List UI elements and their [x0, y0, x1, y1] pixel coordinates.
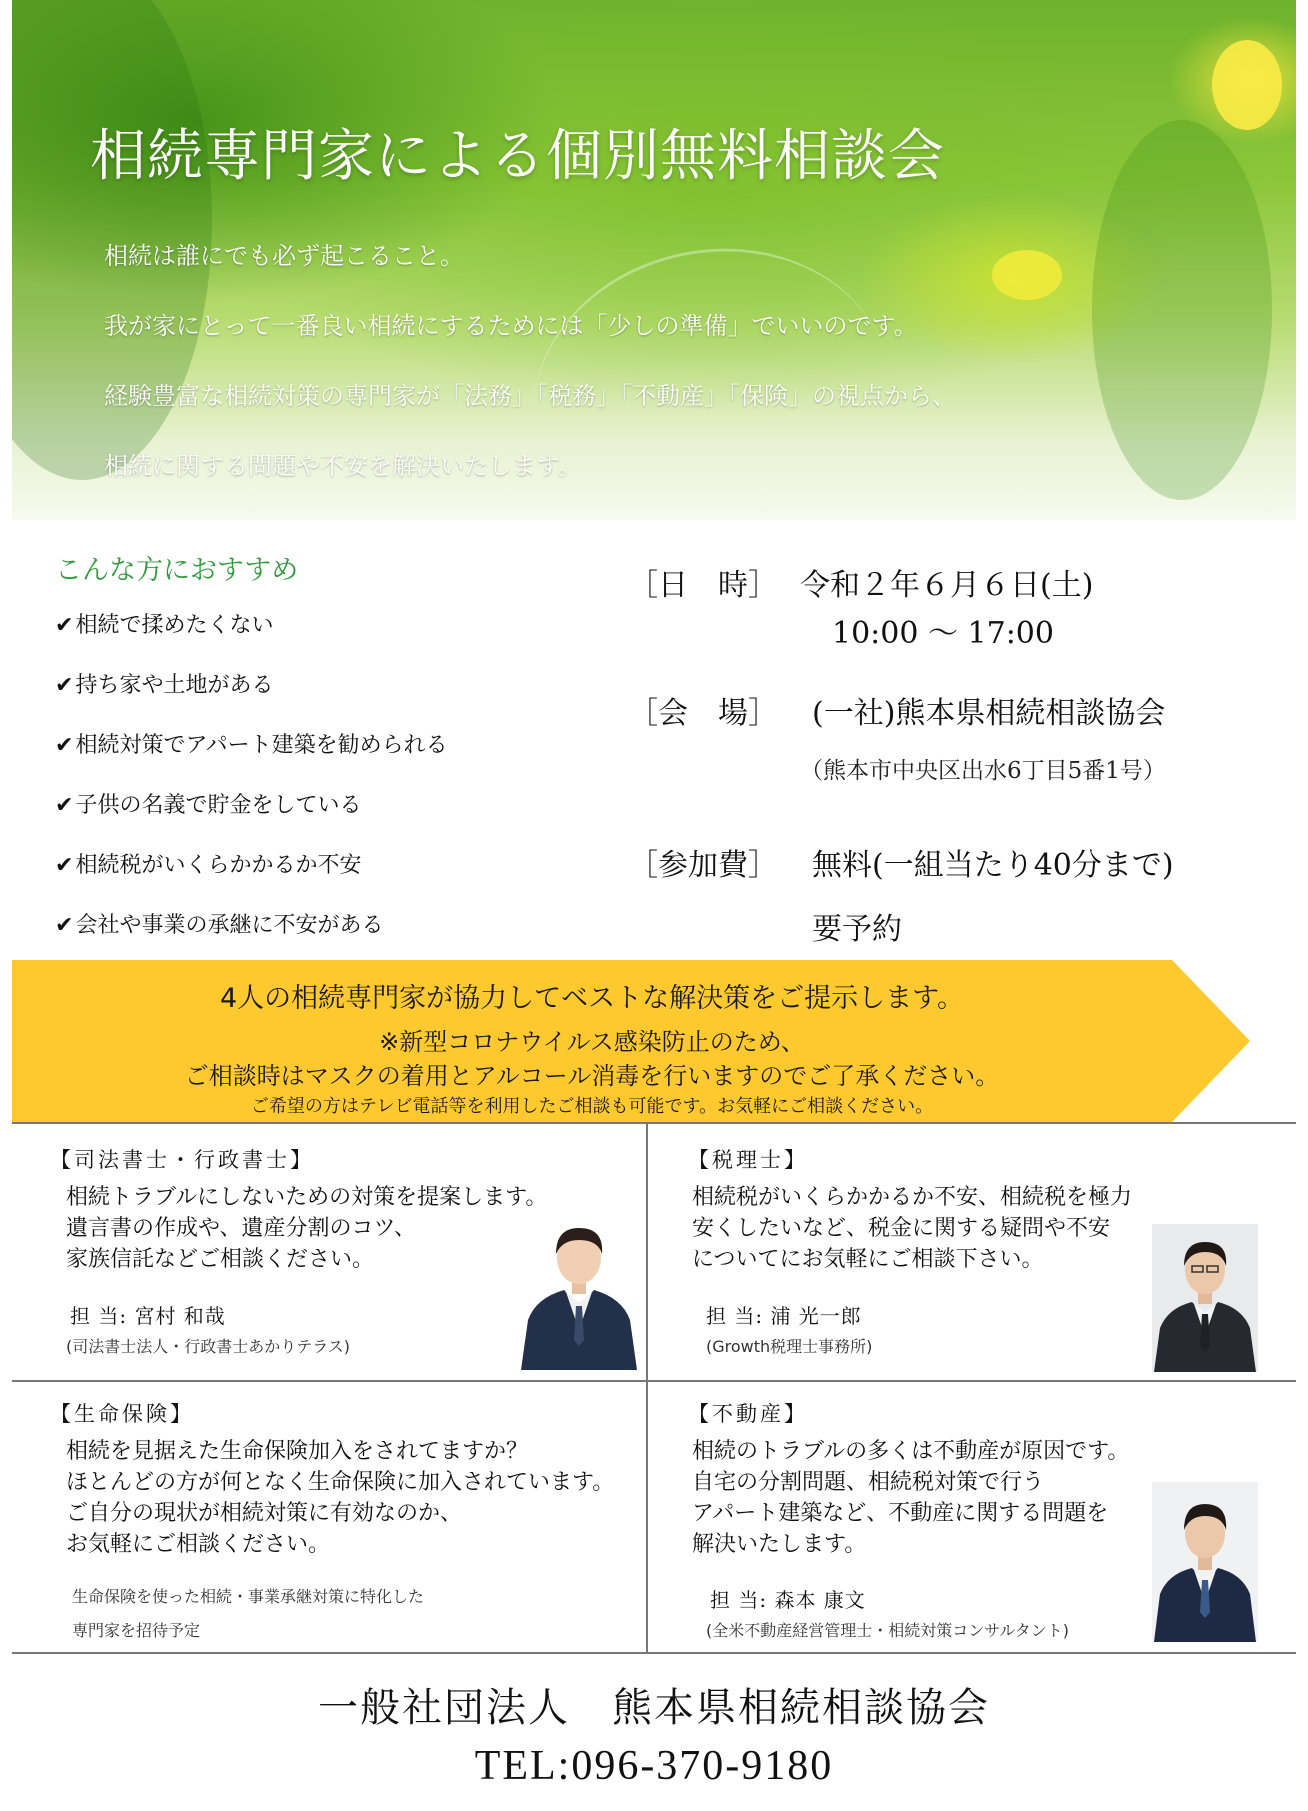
- hero-line-2: 我が家にとって一番良い相続にするためには「少しの準備」でいいのです。: [104, 312, 918, 340]
- hero-line-1: 相続は誰にでも必ず起こること。: [104, 242, 464, 270]
- venue-label: ［会 場］: [628, 696, 778, 731]
- expert-description: 相続税がいくらかかるか不安、相続税を極力 安くしたいなど、税金に関する疑問や不安 についてにお気軽にご相談下さい。: [692, 1185, 1133, 1272]
- expert-photo: [1152, 1482, 1258, 1642]
- expert-description: 相続のトラブルの多くは不動産が原因です。 自宅の分割問題、相続税対策で行う アパート建築など、不動産に関する問題を 解決いたします。: [692, 1439, 1130, 1557]
- footer-organization: 一般社団法人 熊本県相続相談協会: [318, 1685, 990, 1731]
- reservation-note: 要予約: [812, 912, 902, 947]
- recommend-list: [55, 608, 448, 968]
- banner-notice-1: ※新型コロナウイルス感染防止のため、: [379, 1028, 805, 1056]
- hero-line-3: 経験豊富な相続対策の専門家が「法務」「税務」「不動産」「保険」の視点から、: [104, 382, 956, 410]
- recommend-item: ✔子供の名義で貯金をしている: [55, 793, 362, 818]
- person-photo-icon: [516, 1210, 642, 1370]
- grid-divider: [12, 1122, 1296, 1124]
- expert-description: 相続を見据えた生命保険加入をされてますか？ ほとんどの方が何となく生命保険に加入されています。 ご自分の現状が相続対策に有効なのか、 お気軽にご相談ください。: [66, 1439, 615, 1557]
- person-photo-icon: [1152, 1482, 1258, 1642]
- check-icon: ✔: [55, 853, 74, 878]
- recommend-item: ✔相続で揉めたくない: [55, 613, 274, 638]
- footer-phone: TEL:096-370-9180: [474, 1743, 834, 1789]
- recommend-item: ✔会社や事業の承継に不安がある: [55, 913, 384, 938]
- check-icon: ✔: [55, 913, 74, 938]
- page-title: 相続専門家による個別無料相談会: [90, 124, 945, 189]
- hero-banner: [12, 0, 1296, 520]
- expert-title: 【生命保険】: [50, 1402, 194, 1426]
- grass-shadow-decoration: [1092, 120, 1272, 500]
- expert-description: 相続トラブルにしないための対策を提案します。 遺言書の作成や、遺産分割のコツ、 家族信託などご相談ください。: [66, 1185, 548, 1272]
- banner-notice-2: ご相談時はマスクの着用とアルコール消毒を行いますのでご了承ください。: [184, 1062, 1000, 1090]
- expert-note: 専門家を招待予定: [72, 1621, 201, 1640]
- person-photo-icon: [1152, 1224, 1258, 1372]
- check-icon: ✔: [55, 793, 74, 818]
- expert-organization: (全米不動産経営管理士・相続対策コンサルタント): [706, 1621, 1070, 1640]
- grid-divider: [646, 1122, 648, 1652]
- banner-headline: 4人の相続専門家が協力してベストな解決策をご提示します。: [219, 983, 965, 1014]
- grid-divider: [12, 1652, 1296, 1654]
- hero-line-4: 相続に関する問題や不安を解決いたします。: [104, 452, 583, 480]
- expert-title: 【不動産】: [688, 1402, 808, 1426]
- check-icon: ✔: [55, 613, 74, 638]
- yellow-flower-decoration: [992, 250, 1062, 300]
- expert-organization: (Growth税理士事務所): [706, 1337, 873, 1356]
- grid-divider: [12, 1380, 1296, 1382]
- recommend-item: ✔相続対策でアパート建築を勧められる: [55, 733, 448, 758]
- check-icon: ✔: [55, 673, 74, 698]
- expert-photo: [516, 1210, 642, 1370]
- expert-title: 【税理士】: [688, 1148, 808, 1172]
- recommend-item: ✔相続税がいくらかかるか不安: [55, 853, 362, 878]
- venue-address: （熊本市中央区出水6丁目5番1号）: [800, 758, 1166, 784]
- fee-label: ［参加費］: [628, 848, 778, 883]
- expert-staff: 担 当: 森本 康文: [710, 1588, 866, 1612]
- expert-photo: [1152, 1224, 1258, 1372]
- expert-staff: 担 当: 宮村 和哉: [70, 1304, 226, 1328]
- expert-organization: (司法書士法人・行政書士あかりテラス): [66, 1337, 351, 1356]
- check-icon: ✔: [55, 733, 74, 758]
- time-value: 10:00 ～ 17:00: [832, 616, 1054, 651]
- date-label: ［日 時］: [628, 568, 778, 603]
- yellow-flower-decoration: [1212, 40, 1282, 130]
- venue-value: (一社)熊本県相続相談協会: [812, 696, 1166, 731]
- fee-value: 無料(一組当たり40分まで): [812, 848, 1174, 883]
- expert-staff: 担 当: 浦 光一郎: [706, 1304, 862, 1328]
- expert-note: 生命保険を使った相続・事業承継対策に特化した: [72, 1587, 425, 1606]
- recommend-heading: こんな方におすすめ: [55, 555, 299, 586]
- banner-notice-3: ご希望の方はテレビ電話等を利用したご相談も可能です。お気軽にご相談ください。: [250, 1096, 934, 1117]
- expert-title: 【司法書士・行政書士】: [50, 1148, 314, 1172]
- date-value: 令和２年６月６日(土): [800, 568, 1094, 603]
- highlight-banner: [12, 960, 1250, 1122]
- recommend-item: ✔持ち家や土地がある: [55, 673, 274, 698]
